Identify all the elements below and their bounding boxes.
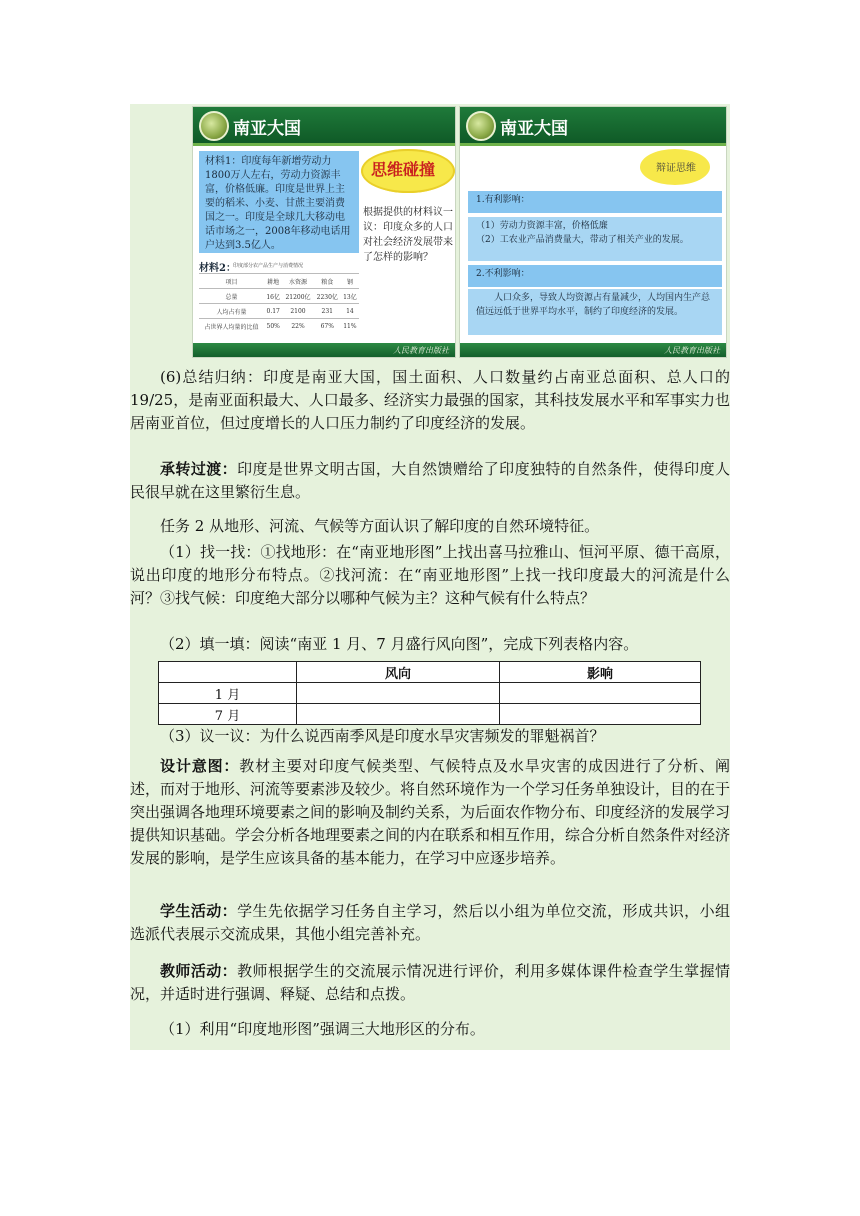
discuss-paragraph: （3）议一议：为什么说西南季风是印度水旱灾害频发的罪魁祸首？: [160, 727, 605, 745]
table-cell: 21200亿: [282, 289, 313, 304]
favorable-point-2: （2）工农业产品消费量大，带动了相关产业的发展。: [476, 235, 689, 245]
table-header: [159, 662, 297, 683]
table-cell: 占世界人均量的比值: [199, 319, 264, 334]
material2-title: 材料2：: [199, 263, 236, 274]
publisher-logo: 人民教育出版社: [393, 346, 449, 355]
favorable-point-1: （1）劳动力资源丰富，价格低廉: [476, 221, 608, 231]
table-header: 风向: [297, 662, 500, 683]
globe-logo-icon: [199, 111, 229, 141]
table-header: 影响: [500, 662, 701, 683]
material2-table: [199, 273, 359, 333]
student-activity-text: 学生先依据学习任务自主学习，然后以小组为单位交流，形成共识，小组选派代表展示交流成果，其他小组完善补充。: [130, 902, 730, 943]
terrain-paragraph: （1）利用“印度地形图”强调三大地形区的分布。: [160, 1020, 485, 1038]
table-row: [199, 319, 359, 334]
table-row: [159, 683, 701, 704]
table-cell: 2230亿: [314, 289, 341, 304]
unfavorable-heading: 2.不利影响：: [468, 265, 722, 287]
favorable-heading: 1.有利影响：: [468, 191, 722, 213]
question-text: 根据提供的材料议一议：印度众多的人口对社会经济发展带来了怎样的影响？: [363, 207, 453, 263]
material1-box: 材料1：印度每年新增劳动力1800万人左右，劳动力资源丰富，价格低廉。印度是世界上主要的稻米、小麦、甘蔗主要消费国之一。印度是全球几大移动电话市场之一，2008年移动电话用户达到3.5亿人。: [199, 151, 359, 253]
table-cell: 22%: [282, 319, 313, 334]
table-cell-blank[interactable]: [297, 683, 500, 704]
find-paragraph: （1）找一找：①找地形：在“南亚地形图”上找出喜马拉雅山、恒河平原、德干高原，说出印度的地形分布特点。②找河流：在“南亚地形图”上找一找印度最大的河流是什么河？③找气候：印度绝大部分以哪种气候为主？这种气候有什么特点？: [130, 543, 730, 607]
student-activity-paragraph: [130, 900, 730, 946]
slide-footer: [460, 343, 726, 357]
table-cell-blank[interactable]: [500, 683, 701, 704]
slide-thumbnail-right: [459, 106, 727, 358]
summary-paragraph: (6)总结归纳：印度是南亚大国，国土面积、人口数量约占南亚总面积、总人口的 19/25，是南亚面积最大、人口最多、经济实力最强的国家，其科技发展水平和军事实力也居南亚首位，但过度增长的人口压力制约了印度经济的发展。: [130, 368, 730, 432]
table-row: [199, 304, 359, 319]
table-row-label: 7 月: [159, 704, 297, 725]
favorable-points: [468, 217, 722, 261]
table-cell: 人均占有量: [199, 304, 264, 319]
table-cell: 231: [314, 304, 341, 319]
table-cell: 耕地: [264, 274, 282, 289]
table-cell-blank[interactable]: [297, 704, 500, 725]
slide-header: [460, 107, 726, 146]
table-cell: 总量: [199, 289, 264, 304]
table-header-row: [159, 662, 701, 683]
table-cell: 项目: [199, 274, 264, 289]
table-row: [199, 274, 359, 289]
table-cell: 水资源: [282, 274, 313, 289]
teacher-activity-paragraph: [130, 960, 730, 1006]
transition-label: 承转过渡：: [160, 460, 238, 478]
transition-paragraph: [130, 458, 730, 504]
table-cell: 14: [341, 304, 359, 319]
fill-paragraph: （2）填一填：阅读“南亚 1 月、7 月盛行风向图”，完成下列表格内容。: [160, 635, 639, 653]
teacher-activity-text: 教师根据学生的交流展示情况进行评价，利用多媒体课件检查学生掌握情况，并适时进行强调、释疑、总结和点拨。: [130, 962, 730, 1003]
design-label: 设计意图：: [160, 757, 240, 775]
slide-footer: [193, 343, 455, 357]
table-cell: 50%: [264, 319, 282, 334]
teacher-activity-label: 教师活动：: [160, 962, 238, 980]
table-cell: 0.17: [264, 304, 282, 319]
transition-text: 印度是世界文明古国，大自然馈赠给了印度独特的自然条件，使得印度人民很早就在这里繁衍生息。: [130, 460, 730, 501]
task2-paragraph: 任务 2 从地形、河流、气候等方面认识了解印度的自然环境特征。: [160, 517, 600, 535]
bubble-text: 辩证思维: [656, 163, 696, 174]
slide-thumbnail-left: [192, 106, 456, 358]
student-activity-label: 学生活动：: [160, 902, 238, 920]
bubble-text: 思维碰撞: [371, 160, 436, 179]
table-row: [199, 289, 359, 304]
table-cell: 11%: [341, 319, 359, 334]
table-cell: 2100: [282, 304, 313, 319]
design-paragraph: [130, 755, 730, 870]
wind-direction-table: [158, 661, 701, 725]
table-cell: 67%: [314, 319, 341, 334]
globe-logo-icon: [466, 111, 496, 141]
material2-caption: 印度部分农产品生产与消费情况: [233, 263, 304, 269]
table-row: [159, 704, 701, 725]
slide-title: 南亚大国: [500, 119, 568, 139]
table-row-label: 1 月: [159, 683, 297, 704]
table-cell: 13亿: [341, 289, 359, 304]
table-cell-blank[interactable]: [500, 704, 701, 725]
slide-title: 南亚大国: [233, 119, 301, 139]
publisher-logo: 人民教育出版社: [664, 346, 720, 355]
unfavorable-text: 人口众多，导致人均资源占有量减少，人均国内生产总值远远低于世界平均水平，制约了印度经济的发展。: [468, 289, 722, 335]
design-text: 教材主要对印度气候类型、气候特点及水旱灾害的成因进行了分析、阐述，而对于地形、河流等要素涉及较少。将自然环境作为一个学习任务单独设计，目的在于突出强调各地理环境要素之间的影响及制约关系，为后面农作物分布、印度经济的发展学习提供知识基础。学会分析各地理要素之间的内在联系和相互作用，综合分析自然条件对经济发展的影响，是学生应该具备的基本能力，在学习中应逐步培养。: [130, 757, 731, 867]
table-cell: 16亿: [264, 289, 282, 304]
slide-header: [193, 107, 455, 146]
table-cell: 钢: [341, 274, 359, 289]
table-cell: 粮食: [314, 274, 341, 289]
